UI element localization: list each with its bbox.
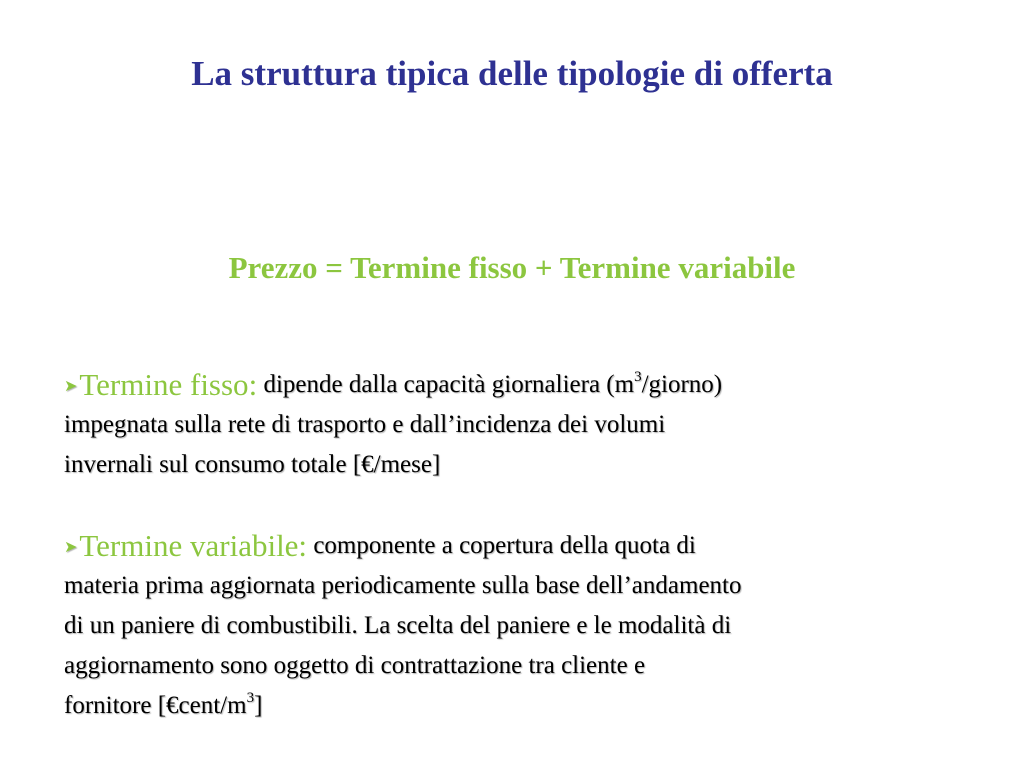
bullet-line: impegnata sulla rete di trasporto e dall’incidenza dei volumi (64, 411, 666, 438)
arrow-bullet-icon: ➤ (64, 378, 78, 395)
bullet-term-suffix: : (248, 367, 258, 402)
bullet-line: di un paniere di combustibili. La scelta del paniere e le modalità di (64, 612, 732, 639)
arrow-bullet-icon: ➤ (64, 539, 78, 556)
bullet-line: fornitore $[€cent/m^3]$ (64, 690, 263, 719)
bullet-line: aggiornamento sono oggetto di contrattazione tra cliente e (64, 652, 646, 679)
bullet-text: componente a copertura della quota di (313, 532, 696, 559)
bullet-line: materia prima aggiornata periodicamente sulla base dell’andamento (64, 572, 742, 599)
bullet-text: dipende dalla capacità giornaliera $(m^3/giorno)$ (263, 369, 723, 398)
bullet-termine-variabile (64, 526, 964, 726)
bullet-line (64, 365, 964, 405)
bullet-term: Termine fisso (79, 367, 249, 402)
price-formula: Prezzo = Termine fisso + Termine variabile (228, 250, 796, 285)
bullet-termine-fisso (64, 365, 964, 485)
bullet-line (64, 526, 964, 566)
bullet-line: invernali sul consumo totale [€/mese] (64, 451, 441, 478)
bullet-term: Termine variabile: (79, 528, 308, 563)
slide-title: La struttura tipica delle tipologie di offerta (191, 54, 833, 93)
